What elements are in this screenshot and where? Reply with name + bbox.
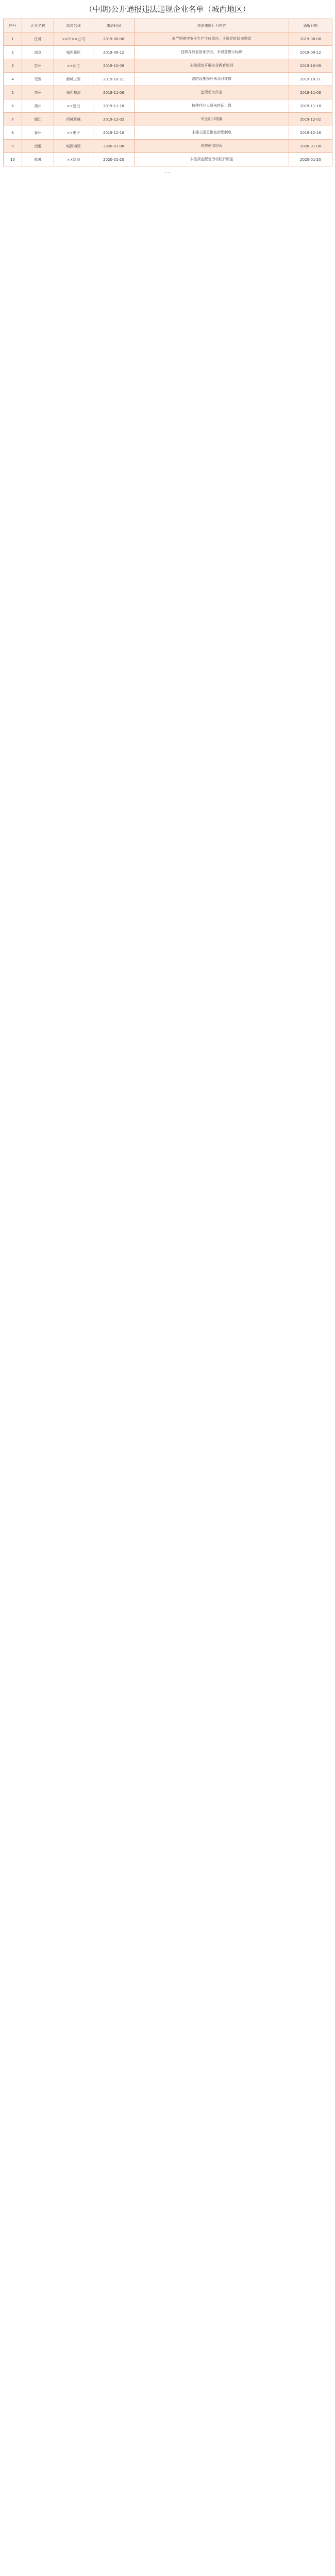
cell-time: 2019-08-08 [93,32,135,46]
cell-index: 6 [4,99,22,113]
cell-content: 违规存放危险化学品，未设置警示标识 [135,46,289,59]
cell-time: 2019-12-02 [93,113,135,126]
cell-company: 盐城 [22,153,54,166]
cell-company: 南通 [22,140,54,153]
cell-company: 扬州 [22,99,54,113]
cell-company: 常州 [22,86,54,99]
cell-date: 2019-09-12 [289,46,332,59]
cell-content: 未按规定开展安全教育培训 [135,59,289,73]
cell-time: 2019-12-16 [93,126,135,140]
cell-time: 2020-01-08 [93,140,135,153]
cell-content: 特种作业人员未持证上岗 [135,99,289,113]
cell-time: 2019-10-21 [93,73,135,86]
cell-date: 2020-01-20 [289,153,332,166]
cell-unit: 城西物流 [54,86,93,99]
cell-content: 安全出口堵塞 [135,113,289,126]
cell-index: 7 [4,113,22,126]
page-title: （中期)公开通报违法违规企业名单（城西地区） [85,5,250,14]
header-company: 企业名称 [22,19,54,32]
cell-date: 2019-12-16 [289,126,332,140]
table-row [4,140,332,153]
cell-company: 江苏 [22,32,54,46]
cell-company: 无锡 [22,73,54,86]
violations-table [3,19,332,166]
cell-date: 2019-11-06 [289,86,332,99]
cell-date: 2019-10-21 [289,73,332,86]
cell-date: 2019-10-09 [289,59,332,73]
cell-unit: 城西商贸 [54,140,93,153]
table-header-row [4,19,332,32]
cell-date: 2019-11-18 [289,99,332,113]
cell-company: 南京 [22,46,54,59]
table-row [4,86,332,99]
cell-company: 镇江 [22,113,54,126]
cell-index: 8 [4,126,22,140]
header-content: 违法违规行为内容 [135,19,289,32]
footer-note: …… [163,169,172,174]
header-time: 违法时间 [93,19,135,32]
table-row [4,99,332,113]
cell-unit: ××市××公司 [54,32,93,46]
cell-company: 苏州 [22,59,54,73]
cell-unit: ××纺织 [54,153,93,166]
cell-content: 违规使用明火 [135,140,289,153]
table-body [4,32,332,166]
header-date: 通报日期 [289,19,332,32]
cell-time: 2020-01-20 [93,153,135,166]
cell-index: 1 [4,32,22,46]
header-index: 序号 [4,19,22,32]
cell-date: 2019-12-02 [289,113,332,126]
cell-date: 2019-08-08 [289,32,332,46]
cell-unit: 西城机械 [54,113,93,126]
cell-unit: ××建设 [54,99,93,113]
header-unit: 单位名称 [54,19,93,32]
cell-date: 2020-01-08 [289,140,332,153]
cell-index: 10 [4,153,22,166]
cell-content: 违规动火作业 [135,86,289,99]
cell-index: 5 [4,86,22,99]
table-row [4,153,332,166]
cell-company: 泰州 [22,126,54,140]
cell-content: 未建立隐患排查治理制度 [135,126,289,140]
table-row [4,32,332,46]
table-row [4,59,332,73]
cell-index: 4 [4,73,22,86]
cell-unit: ××电子 [54,126,93,140]
cell-time: 2019-10-09 [93,59,135,73]
cell-index: 3 [4,59,22,73]
cell-unit: 新城工贸 [54,73,93,86]
cell-content: 消防设施损坏未及时维修 [135,73,289,86]
cell-time: 2019-11-06 [93,86,135,99]
table-row [4,126,332,140]
table-row [4,73,332,86]
cell-time: 2019-11-18 [93,99,135,113]
cell-index: 9 [4,140,22,153]
cell-time: 2019-09-12 [93,46,135,59]
cell-index: 2 [4,46,22,59]
table-row [4,113,332,126]
cell-unit: ××化工 [54,59,93,73]
cell-content: 未按规定配备劳动防护用品 [135,153,289,166]
cell-unit: 城西新区 [54,46,93,59]
table-row [4,46,332,59]
cell-content: 未严格落实安全生产主体责任，于规定时间未整改 [135,32,289,46]
